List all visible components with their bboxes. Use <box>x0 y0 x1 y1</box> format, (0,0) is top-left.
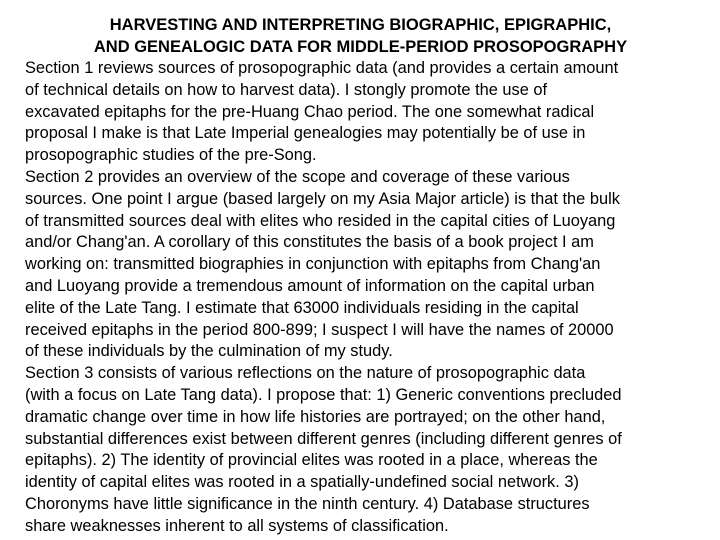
text-line: and/or Chang'an. A corollary of this constitutes the basis of a book project I am <box>25 233 594 252</box>
text-line: received epitaphs in the period 800-899; I suspect I will have the names of 20000 <box>25 320 614 339</box>
title-line: AND GENEALOGIC DATA FOR MIDDLE-PERIOD PROSOPOGRAPHY <box>93 38 628 56</box>
text-line: (with a focus on Late Tang data). I propose that: 1) Generic conventions precluded <box>25 385 622 404</box>
title-line: HARVESTING AND INTERPRETING BIOGRAPHIC, EPIGRAPHIC, <box>109 16 612 34</box>
slide-title <box>25 14 696 58</box>
section-2-paragraph <box>25 167 696 363</box>
text-line: Section 1 reviews sources of prosopographic data (and provides a certain amount <box>25 59 619 77</box>
text-line: Section 3 consists of various reflections on the nature of prosopographic data <box>25 364 586 383</box>
text-line: excavated epitaphs for the pre-Huang Chao period. The one somewhat radical <box>25 102 595 121</box>
text-line: of technical details on how to harvest data). I stongly promote the use of <box>25 80 548 99</box>
text-line: proposal I make is that Late Imperial genealogies may potentially be of use in <box>25 124 586 143</box>
section-3-paragraph <box>25 363 696 537</box>
text-line: epitaphs). 2) The identity of provincial elites was rooted in a place, whereas the <box>25 451 598 470</box>
text-line: substantial differences exist between different genres (including different genres of <box>25 429 622 448</box>
text-line: Section 2 provides an overview of the scope and coverage of these various <box>25 167 570 186</box>
text-line: of transmitted sources deal with elites who resided in the capital cities of Luoyang <box>25 211 616 230</box>
text-line: working on: transmitted biographies in conjunction with epitaphs from Chang'an <box>25 255 601 274</box>
text-line: share weaknesses inherent to all systems of classification. <box>25 516 449 535</box>
section-1-paragraph <box>25 58 696 167</box>
slide-body <box>25 58 696 538</box>
text-line: prosopographic studies of the pre-Song. <box>25 146 317 165</box>
text-line: dramatic change over time in how life histories are portrayed; on the other hand, <box>25 407 606 426</box>
text-line: Choronyms have little significance in the ninth century. 4) Database structures <box>25 494 590 513</box>
text-line: sources. One point I argue (based largely on my Asia Major article) is that the bulk <box>25 189 620 208</box>
text-line: of these individuals by the culmination of my study. <box>25 342 393 361</box>
text-line: and Luoyang provide a tremendous amount of information on the capital urban <box>25 276 595 295</box>
text-line: elite of the Late Tang. I estimate that 63000 individuals residing in the capital <box>25 298 579 317</box>
text-line: identity of capital elites was rooted in a spatially-undefined social network. 3) <box>25 473 579 492</box>
